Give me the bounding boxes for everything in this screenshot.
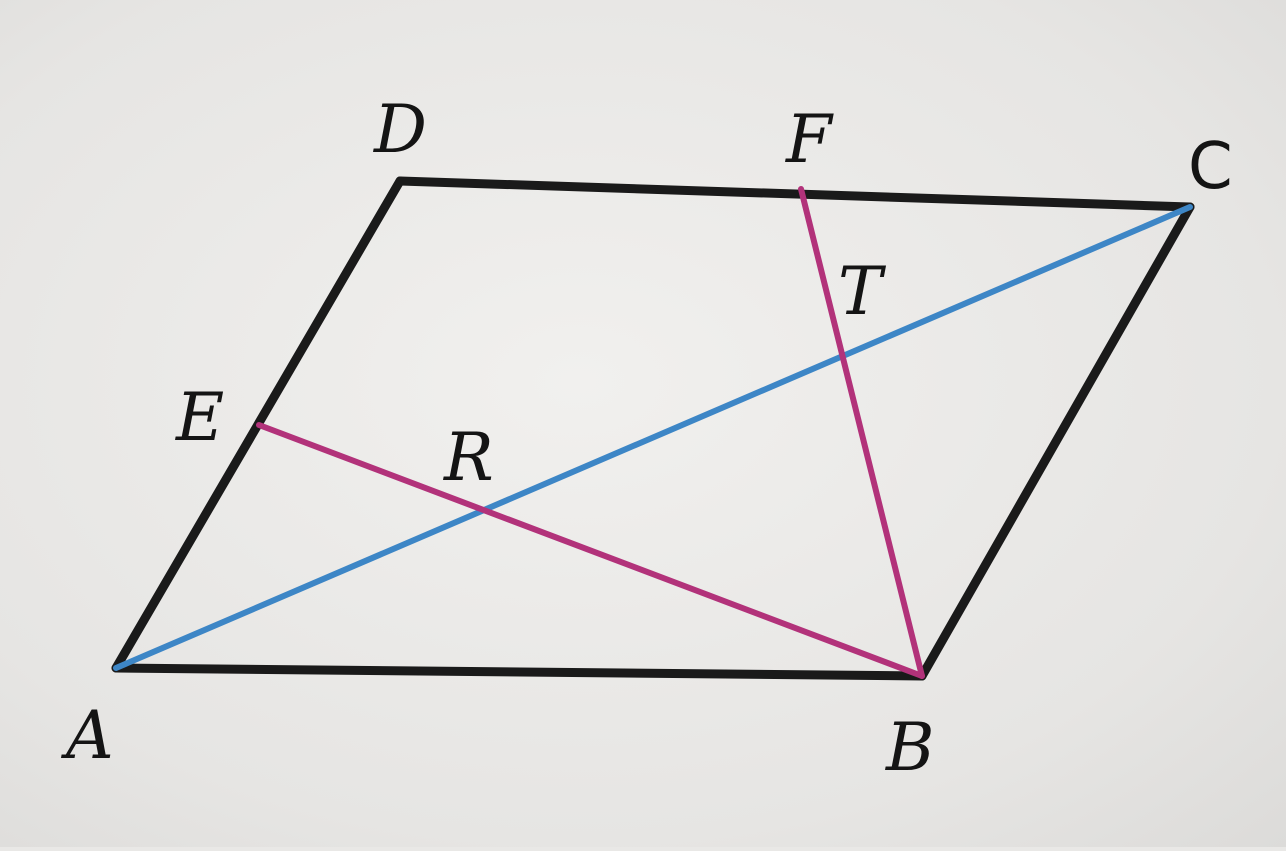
label-C: C <box>1188 130 1233 204</box>
label-E: E <box>176 379 225 456</box>
side-CD <box>400 181 1190 207</box>
label-T: T <box>838 253 883 330</box>
label-B: B <box>886 709 935 786</box>
label-R: R <box>444 419 494 496</box>
side-AB <box>116 668 922 676</box>
side-BC <box>922 207 1190 676</box>
diagonal-AC <box>116 207 1190 668</box>
label-A: A <box>66 697 114 774</box>
label-F: F <box>786 101 832 178</box>
label-D: D <box>374 91 427 168</box>
